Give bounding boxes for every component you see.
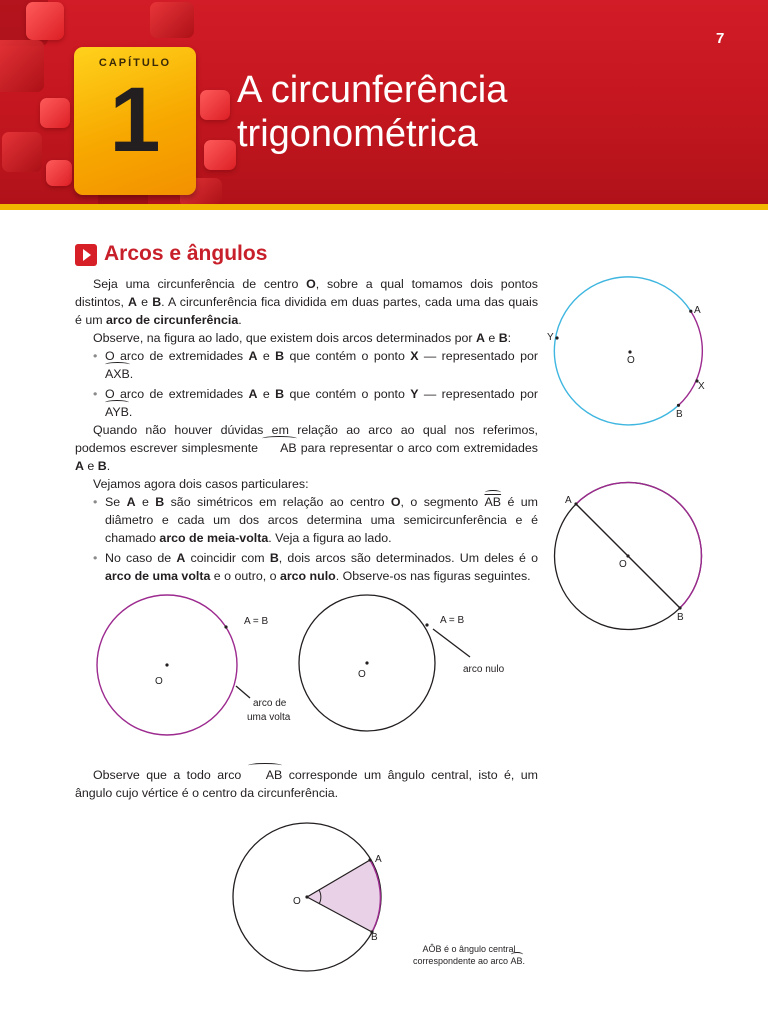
- text-run: .: [129, 367, 134, 381]
- point-label: A: [126, 495, 136, 509]
- text-run: corresponde um ângulo central, isto é, um ângulo cujo vértice é o centro da circunferência.: [75, 768, 538, 800]
- bullet-item: [75, 385, 538, 421]
- label-a: A: [565, 495, 572, 506]
- text-run: para representar o arco com extremidades: [296, 441, 538, 455]
- point-label: A: [128, 295, 137, 309]
- decorative-square: [26, 2, 64, 40]
- figure-central-angle: [228, 826, 388, 972]
- caption-line1: arco de: [253, 698, 287, 709]
- label-a: A: [694, 305, 701, 316]
- point-label: B: [275, 387, 285, 401]
- pointer-line: [236, 686, 250, 698]
- chapter-title-line2: trigonométrica: [237, 113, 478, 155]
- play-arrow-icon: [75, 244, 97, 266]
- center-point: [626, 554, 629, 557]
- text-run: Quando não houver dúvidas em relação ao arco ao qual nos referimos, podemos escrever simplesmente: [75, 423, 538, 455]
- semicircle-arc: [576, 482, 702, 608]
- text-run: — representado por: [418, 349, 538, 363]
- caption-line2: [384, 955, 554, 967]
- paragraph: [75, 421, 538, 475]
- point-label: X: [410, 349, 419, 363]
- text-run: e: [484, 331, 499, 345]
- text-run: No caso de: [105, 551, 177, 565]
- text-run: Se: [105, 495, 127, 509]
- arc-notation: AB: [262, 439, 297, 457]
- center-point: [165, 663, 168, 666]
- chapter-title: [237, 68, 507, 156]
- text-run: e: [257, 387, 276, 401]
- point-label: B: [152, 295, 162, 309]
- text-run: e: [135, 495, 156, 509]
- paragraph: [75, 766, 538, 802]
- text-run: O arco de extremidades: [105, 387, 249, 401]
- term: arco nulo: [279, 569, 336, 583]
- caption-text: correspondente ao arco: [412, 956, 511, 966]
- label-o: O: [358, 669, 366, 680]
- decorative-square: [150, 2, 194, 38]
- label-x: X: [698, 381, 705, 392]
- point-a: [689, 310, 692, 313]
- figure-full-turn-arc: [90, 592, 305, 732]
- text-run: .: [238, 313, 242, 327]
- chapter-number: 1: [109, 69, 161, 171]
- point-label: O: [390, 495, 401, 509]
- text-run: , dois arcos são determinados. Um deles é o: [278, 551, 539, 565]
- center-point: [628, 350, 631, 353]
- term: arco de uma volta: [105, 569, 211, 583]
- body-text-block-2: [75, 766, 538, 802]
- text-run: Seja uma circunferência de centro: [93, 277, 307, 291]
- text-run: e: [137, 295, 153, 309]
- text-run: , sobre a qual tomamos dois pontos distintos,: [75, 277, 539, 309]
- arc-notation: AB: [248, 766, 283, 784]
- point-label: B: [269, 551, 279, 565]
- center-point: [365, 661, 368, 664]
- arc-notation: AYB: [105, 405, 129, 419]
- text-run: Observe, na figura ao lado, que existem dois arcos determinados por: [93, 331, 476, 345]
- text-run: .: [106, 459, 111, 473]
- text-run: O arco de extremidades: [105, 349, 249, 363]
- figure-null-arc: [293, 590, 513, 700]
- chapter-title-line1: A circunferência: [237, 69, 508, 111]
- text-run: .: [128, 405, 133, 419]
- label-b: B: [371, 932, 378, 943]
- text-run: — representado por: [418, 387, 538, 401]
- bullet-item: [75, 347, 538, 383]
- point-a-b: [224, 625, 227, 628]
- point-label: A: [248, 387, 258, 401]
- text-run: e o outro, o: [210, 569, 280, 583]
- label-b: B: [677, 612, 684, 623]
- point-label: A: [248, 349, 258, 363]
- point-a: [574, 502, 577, 505]
- caption-text: .: [522, 956, 526, 966]
- point-b: [677, 404, 680, 407]
- pointer-line: [433, 629, 470, 657]
- point-label: B: [498, 331, 508, 345]
- paragraph: Vejamos agora dois casos particulares:: [93, 477, 309, 491]
- label-o: O: [627, 355, 635, 366]
- figure-two-arcs: [545, 278, 715, 426]
- arc-ayb: [554, 277, 690, 425]
- chapter-badge: [74, 47, 196, 195]
- bullet-item: [75, 493, 538, 547]
- decorative-square: [2, 132, 42, 172]
- text-run: que contém o ponto: [284, 387, 411, 401]
- text-run: que contém o ponto: [284, 349, 411, 363]
- caption-line1: AÔB é o ângulo central: [422, 944, 516, 954]
- point-label: O: [306, 277, 316, 291]
- text-run: Observe que a todo arco: [93, 768, 248, 782]
- decorative-square: [40, 98, 70, 128]
- label-a: A: [375, 854, 382, 865]
- label-o: O: [619, 559, 627, 570]
- text-run: coincidir com: [185, 551, 270, 565]
- caption-arco-nulo: arco nulo: [463, 664, 505, 675]
- section-title: Arcos e ângulos: [104, 242, 268, 265]
- decorative-square: [0, 40, 44, 92]
- point-a: [368, 858, 371, 861]
- decorative-square: [200, 90, 230, 120]
- term: arco de meia-volta: [159, 531, 269, 545]
- arc-notation: AXB: [105, 367, 130, 381]
- page-number: 7: [716, 30, 725, 47]
- text-run: :: [507, 331, 512, 345]
- center-point: [305, 895, 308, 898]
- banner-stripe: [0, 204, 768, 210]
- point-label: B: [275, 349, 285, 363]
- label-o: O: [155, 676, 163, 687]
- text-run: . Observe-os nas figuras seguintes.: [335, 569, 531, 583]
- decorative-square: [204, 140, 236, 170]
- text-run: é um diâmetro e cada um dos arcos determina uma semicircunferência e é chamado: [105, 495, 538, 545]
- label-a-equals-b: A = B: [244, 616, 269, 627]
- point-b: [678, 606, 681, 609]
- bullet-item: [75, 549, 538, 585]
- label-a-equals-b: A = B: [440, 615, 465, 626]
- label-y: Y: [547, 332, 554, 343]
- point-label: B: [97, 459, 107, 473]
- text-run: . A circunferência fica dividida em duas partes, cada uma das quais é um: [75, 295, 539, 327]
- text-run: e: [83, 459, 98, 473]
- text-run: . Veja a figura ao lado.: [268, 531, 392, 545]
- sector-fill: [307, 860, 380, 932]
- text-run: , o segmento: [400, 495, 485, 509]
- segment-notation: $\overline{AB}$: [484, 495, 502, 509]
- point-label: A: [176, 551, 186, 565]
- point-label: Y: [410, 387, 419, 401]
- arc-notation: AB: [510, 956, 523, 966]
- point-label: B: [155, 495, 165, 509]
- body-text-block-1: [75, 275, 538, 585]
- figure-half-turn-arc: [550, 482, 710, 628]
- text-run: são simétricos em relação ao centro: [164, 495, 391, 509]
- caption-line2: uma volta: [247, 712, 291, 723]
- paragraph: [75, 329, 538, 347]
- figure-caption-central-angle: [384, 943, 554, 967]
- point-label: A: [475, 331, 485, 345]
- label-b: B: [676, 409, 683, 420]
- text-run: e: [257, 349, 276, 363]
- chapter-label: CAPÍTULO: [98, 57, 172, 69]
- term: arco de circunferência: [106, 313, 239, 327]
- point-a-b: [425, 623, 428, 626]
- paragraph: [75, 275, 538, 329]
- point-y: [555, 336, 558, 339]
- label-o: O: [293, 896, 301, 907]
- decorative-square: [46, 160, 72, 186]
- point-label: A: [75, 459, 84, 473]
